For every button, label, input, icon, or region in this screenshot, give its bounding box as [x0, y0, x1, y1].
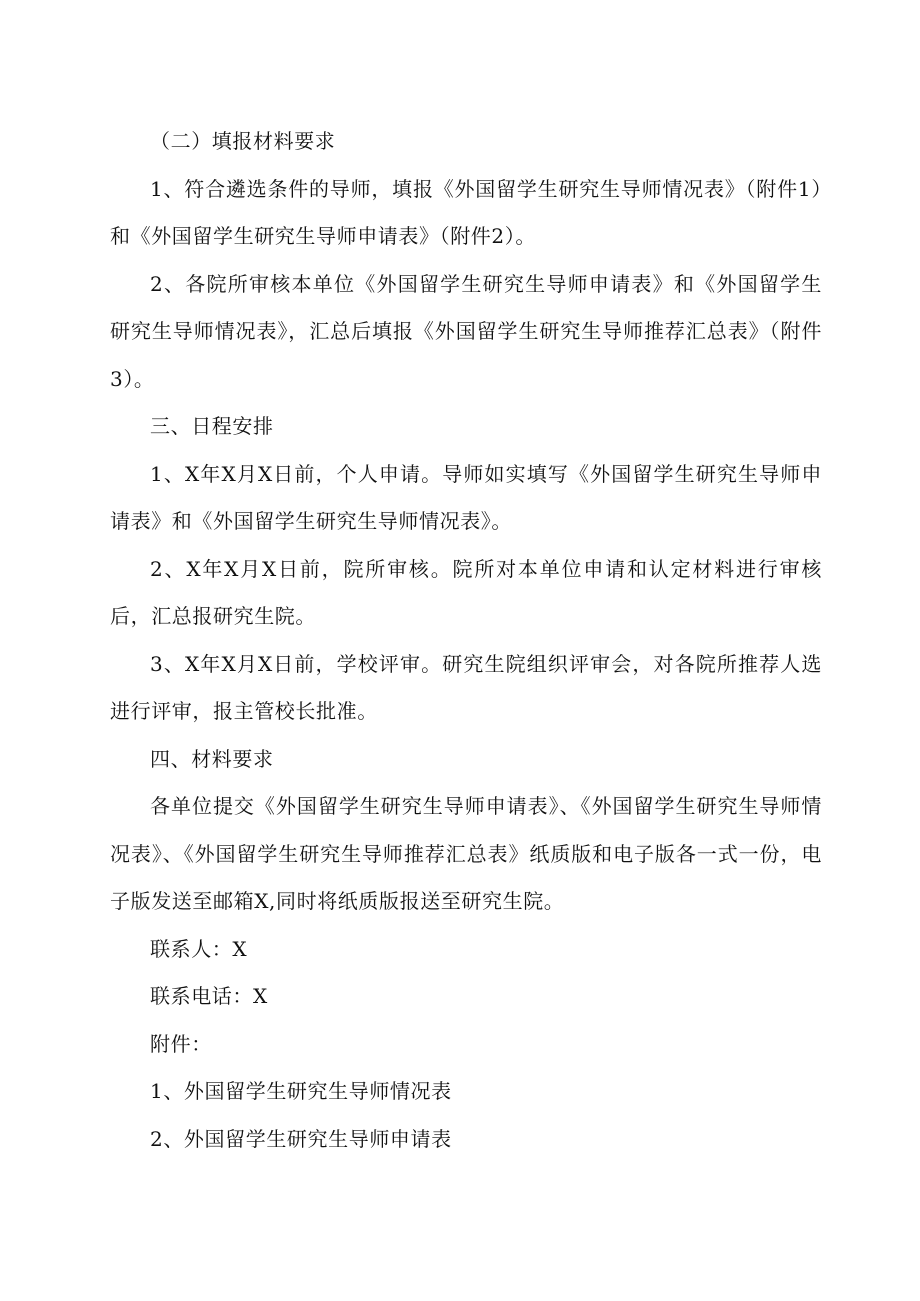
document-body	[110, 118, 822, 1163]
paragraph-materials-submit: 各单位提交《外国留学生研究生导师申请表》、《外国留学生研究生导师情况表》、《外国留学生研究生导师推荐汇总表》纸质版和电子版各一式一份，电子版发送至邮箱X,同时将纸质版报送至研究生院。	[110, 794, 822, 913]
paragraph-schedule-3: 3、X年X月X日前，学校评审。研究生院组织评审会，对各院所推荐人选进行评审，报主管校长批准。	[110, 651, 822, 723]
paragraph-schedule-1: 1、X年X月X日前，个人申请。导师如实填写《外国留学生研究生导师申请表》和《外国留学生研究生导师情况表》。	[110, 461, 822, 533]
contact-phone: 联系电话：X	[150, 984, 268, 1008]
attachment-item-1: 1、外国留学生研究生导师情况表	[150, 1079, 452, 1103]
section-subheading-fill-materials: （二）填报材料要求	[150, 129, 336, 153]
paragraph-item-1-forms: 1、符合遴选条件的导师，填报《外国留学生研究生导师情况表》（附件1）和《外国留学生研究生导师申请表》（附件2）。	[110, 176, 822, 248]
paragraph-schedule-2: 2、X年X月X日前，院所审核。院所对本单位申请和认定材料进行审核后，汇总报研究生院。	[110, 556, 822, 628]
paragraph-item-2-review: 2、各院所审核本单位《外国留学生研究生导师申请表》和《外国留学生研究生导师情况表》，汇总后填报《外国留学生研究生导师推荐汇总表》（附件3）。	[110, 271, 822, 391]
section-heading-schedule: 三、日程安排	[150, 414, 274, 438]
contact-person: 联系人：X	[150, 936, 248, 961]
attachment-item-2: 2、外国留学生研究生导师申请表	[150, 1126, 452, 1151]
attachments-label: 附件：	[150, 1031, 212, 1056]
section-heading-materials: 四、材料要求	[150, 746, 274, 771]
